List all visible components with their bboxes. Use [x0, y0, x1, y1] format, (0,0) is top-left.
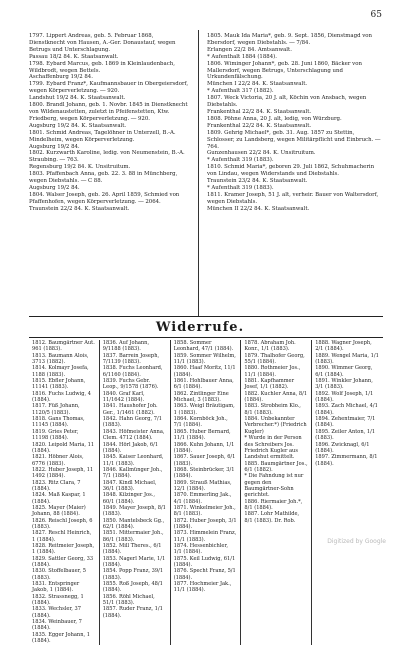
revocation-entry: 1865. Huber Bernard, 11/1 (1884). [173, 428, 231, 442]
revocation-entry: 1882. Kuchler Anna, 8/1 (1884). [244, 390, 308, 404]
notice-entry: 1805. Mauk Ida Maria*, geb. 9. Sept. 1856, Dienstmagd von Ebersdorf, wegen Diebstahls. ― 7/84. [207, 33, 373, 46]
notice-entry: Augsburg 19/2 84. [29, 143, 80, 150]
revocation-entry: 1850. Mantelsbeck Gg., 62/1 (1884). [102, 517, 165, 530]
revocation-entry: 1824. Maß Kaspar, 1 (1884). [32, 492, 86, 505]
revocation-entry: 1818. Gans Thomas, 11145 (1884). [32, 416, 85, 429]
notice-entry: 1808. Pöhne Anna, 20 J. alt, ledig, von Würzburg. [207, 115, 342, 122]
revocation-entry: 1834. Weinbauer, 7 (1884). [32, 619, 82, 632]
revocation-entry: 1837. Barrein Joseph, 7/1139 (1883). [102, 352, 160, 366]
notice-entry: München I 22/2 84. K. Staatsanwalt. [207, 81, 308, 88]
revocation-entry: 1876. Specht Franz, 5/1 (1884). [173, 568, 236, 581]
revocation-entry: 1886. Riermaier Joh.*, 8/1 (1884). [244, 498, 303, 511]
notice-entry: Augsburg 19/2 84. [29, 184, 80, 191]
revocation-entry: 1877. Hochmeier Jak., 11/1 (1884). [173, 581, 232, 594]
notice-entry: Augsburg 19/2 84. K. Staatsanwalt. [29, 122, 127, 129]
notice-entry: Erlangen 22/2 84. Amtsanwalt. [207, 46, 292, 53]
section-rule-top [29, 316, 383, 317]
revocation-entry: 1867. Sauer Joseph, 6/1 (1883). [173, 454, 236, 467]
revocation-entry: 1846. Kallmünger Joh., 7/1 (1884). [102, 466, 163, 480]
page-number: 65 [370, 10, 382, 20]
revocation-entry: 1838. Fuchs Leonhard, 6/1160 (1884). [102, 365, 163, 378]
revocation-entry: 1888. Wagner Joseph, 2/1 (1884). [315, 340, 372, 353]
revocation-entry: 1893. Zach Michael, 4/1 (1884). [315, 403, 378, 416]
revocation-entry: 1878. Abraham Joh. Konr., 1/1 (1883). [244, 340, 296, 353]
notice-entry: 1797. Lippert Andreas, geb. 5. Februar 1868, Dienstknecht von Hausen, A.-Ger. Donaustauf, wegen Betrugs und Unterschlagung. [29, 33, 176, 53]
notice-entry: Frankenthal 22/2 84. K. Staatsanwalt. [207, 122, 312, 129]
notice-entry: 1801. Schmid Andreas, Tagelöhner in Unterzell, B.-A. Mindelheim, wegen Körperverletzung. [29, 129, 176, 143]
revocation-entry: 1870. Emmerling Jak., 4/1 (1884). [173, 492, 232, 505]
revocation-entry: 1869. Strauß Mathias, 12/1 (1884). [173, 479, 232, 492]
revocation-entry: 1828. Reitmeier Joseph, 1 (1884). [32, 543, 95, 556]
revocation-entry: 1871. Winkelmeier Joh., 8/1 (1883). [173, 504, 236, 518]
revocation-column [312, 340, 383, 645]
revocation-entry: 1840. Graf Karl, 11/1642 (1884). [102, 390, 145, 404]
revocation-entry: * Die Fahndung ist nur gegen den Baumgärtner-Sohn gerichtet. [244, 473, 304, 499]
notice-entry: * Aufenthalt 319 (1883). [207, 157, 274, 164]
revocation-entry: 1862. Zintlinger Eine Michael, 3 (1883). [173, 390, 229, 404]
revocation-entry: 1843. Höfmeister Anna, Clem. 4712 (1884). [102, 428, 165, 442]
revocation-entry: 1839. Fuchs Gebr. Leop., 9/1578 (1876). [102, 378, 159, 391]
revocation-entry: 1891. Winkler Johann, 3/1 (1883). [315, 378, 373, 391]
revocation-entry: 1827. Reschl Heinrich, 1 (1884). [32, 530, 92, 543]
notice-entry: München II 22/2 84. K. Staatsanwalt. [207, 205, 310, 212]
revocation-entry: 1892. Wolf Joseph, 1/1 (1884). [315, 390, 374, 404]
revocation-entry: 1842. Hahn Georg, 7/1 (1883). [102, 416, 162, 429]
revocation-entry: 1880. Rothmeier Jos., 11/1 (1884). [244, 365, 301, 378]
notice-entry: 1799. Eybard Franz*, Kaufmannsbauer in Obergeiersdorf, wegen Körperverletzung. ― 920. [29, 81, 189, 95]
revocation-column [241, 340, 312, 645]
revocation-entry: 1854. Popp Franz, 39/1 (1883). [102, 568, 164, 581]
revocation-entry: 1895. Zeiler Anton, 1/1 (1883). [315, 428, 376, 442]
notice-entry: Traunstein 23/2 84. K. Staatsanwalt. [207, 178, 308, 185]
revocation-entry: 1879. Thalhofer Georg, 55/1 (1884). [244, 352, 305, 366]
revocation-column [100, 340, 171, 645]
revocation-entry: 1815. Ebfler Johann, 11141 (1883). [32, 378, 86, 391]
revocation-entry: 1851. Mittermaier Joh., 86/1 (1883). [102, 530, 164, 543]
revocation-entry: 1860. Haaf Moritz, 11/1 (1884). [173, 365, 236, 378]
notice-entry: 1807. Weck Victoria, 20 J. alt, Köchin von Ansbach, wegen Diebstahls. [207, 95, 367, 109]
notice-entry: Landshut 19/2 84. K. Staatsanwalt. [29, 95, 126, 102]
revocation-entry: 1847. Kindl Michael, 36/1 (1883). [102, 479, 157, 492]
revocation-entry: 1887. Lohr Mathilde, 8/1 (1883). Dr. Rob. [244, 511, 300, 524]
revocation-entry: 1826. Reischl Joseph, 6 (1883). [32, 517, 93, 530]
notice-entry: * Aufenthalt 317 (1882). [207, 88, 274, 95]
notice-entry: * Aufenthalt 1884 (1884). [207, 53, 277, 60]
revocation-entry: 1836. Auf Johann, 9/1188 (1883). [102, 340, 150, 353]
notice-entry: 1802. Kurzwarth Karoline, ledig. von Neumenstein, B.-A. Straubing. ― 763. [29, 150, 185, 164]
revocation-entry: 1833. Wechsler, 37 (1884). [32, 606, 82, 619]
revocation-entry: * Wurde in der Person des Schreibers Jos. Friedrich Kugler aus Landshut ermittelt. [244, 435, 302, 461]
revocation-entry: 1845. Kaiser Leonhard, 11/1 (1883). [102, 454, 164, 467]
revocation-entry: 1885. Baumgärtner Jos., 6/1 (1882). [244, 460, 308, 473]
revocation-entry: 1848. Kilzinger Jos., 60/1 (1884). [102, 492, 155, 505]
section-rule-bottom [29, 337, 383, 338]
revocation-entry: 1863. Weigl Bräutigam, 1 (1883). [173, 403, 235, 416]
revocation-entry: 1874. Hessenbichler, 1/1 (1884). [173, 543, 228, 556]
revocation-entry: 1856. Röhl Michael, 51/1 (1883). [102, 593, 155, 607]
notice-entry: Gunzenhausen 22/2 84. K. Unsitruitum. [207, 150, 316, 157]
revocation-entry: 1829. Sattler Georg, 33 (1884). [32, 555, 94, 569]
revocation-entry: 1835. Egger Johann, 1 (1884). [32, 631, 90, 645]
revocation-entry: 1864. Kornböck Joh., 7/1 (1884). [173, 416, 228, 429]
notice-entry: 1798. Eybard Marcus, geb. 1869 in Kleinlaudenbach, Wildbrodt, wegen Bettels. [29, 60, 175, 74]
revocation-entry: 1844. Hörl Jakob, 6/1 (1884). [102, 441, 159, 454]
revocation-entry: 1884. Unbekannter Verbrecher.*) (Friedrich Kugler) [244, 416, 307, 435]
revocation-entry: 1849. Mayer Joseph, 8/1 (1883). [102, 504, 166, 518]
revocation-entry: 1825. Mayer (Maier) Johann, 88 (1884). [32, 504, 86, 518]
revocation-entry: 1872. Huber Joseph, 3/1 (1884). [173, 517, 237, 530]
revocation-entry: 1859. Sommer Wilhelm, 11/1 (1883). [173, 352, 236, 366]
notice-entry: Passau 18/2 84. K. Staatsanwalt. [29, 53, 119, 60]
notice-entry: 1811. Kramer Joseph, 51 J. alt, verheir. Bauer von Waltersdorf, wegen Diebstahls. [207, 191, 379, 205]
revocation-entry: 1875. Keil Ludwig, 61/1 (1884). [173, 555, 236, 569]
revocation-entry: 1821. Höbner Alois, 6776 (1883). [32, 454, 84, 467]
revocation-entry: 1896. Zwicknagl, 6/1 (1884). [315, 441, 370, 454]
revocation-column [29, 340, 100, 645]
revocation-entry: 1861. Hohlbauer Anna, 6/1 (1884). [173, 378, 234, 391]
column-divider [198, 30, 199, 316]
revocation-entry: 1852. Mill Theres., 6/1 (1884). [102, 543, 162, 556]
revocation-entry: 1831. Entspringer Jakob, 1 (1884). [32, 581, 80, 594]
revocation-entry: 1820. Leipold Maria, 11 (1884). [32, 441, 95, 454]
notice-entry: 1800. Brandl Johann, geb. 1. Novbr. 1845 in Dienstknecht von Wildenaustetten, zuletzt in Pfeifenstetten, Ktw. Friedberg, wegen Körperverletzung. ― 920. [29, 102, 188, 122]
watermark: Digitized by Google [327, 538, 386, 545]
revocation-entry: 1890. Wimmer Georg, 6/1 (1884). [315, 365, 373, 378]
revocation-entry: 1889. Wengel Maria, 1/1 (1883). [315, 352, 379, 366]
revocation-entry: 1858. Sommer Leonhard, 47/1 (1884). [173, 340, 234, 353]
revocation-entry: 1881. Kapfhammer Josef, 1/1 (1882). [244, 378, 295, 391]
notice-entry: * Aufenthalt 319 (1883). [207, 184, 274, 191]
revocation-column [171, 340, 242, 645]
notice-entry: 1810. Schmid Maria*, geboren 29. Juli 1862, Schuhmacherin von Lindau, wegen Widerstands und Diebstahls. [207, 164, 375, 178]
revocation-entry: 1823. Ritz Clara, 7 (1884). [32, 479, 81, 492]
revocation-entry: 1883. Strobheim Klo., 8/1 (1883). [244, 403, 301, 416]
revocation-entry: 1897. Zimmermann, 8/1 (1884). [315, 454, 378, 467]
revocation-entry: 1816. Fuchs Ludwig, 4 (1884). [32, 390, 92, 404]
revocation-entry: 1830. Stoffelbauer, 5 (1883). [32, 568, 87, 581]
revocation-entry: 1855. Roß Joseph, 48/1 (1884). [102, 581, 163, 594]
section-title: Widerrufe. [155, 320, 245, 335]
revocation-entry: 1873. Himmelein Franz, 11/1 (1883). [173, 530, 237, 543]
top-left-column [29, 33, 189, 213]
notice-entry: Traunstein 22/2 84. K. Staatsanwalt. [29, 205, 130, 212]
revocation-entry: 1853. Nagerl Marie, 1/1 (1884). [102, 555, 166, 569]
revocation-entry: 1814. Kolmayr Josefa, 1188 (1883). [32, 365, 89, 378]
notice-entry: Aschaffenburg 19/2 84. [29, 74, 93, 81]
revocation-entry: 1832. Strassnegg, 1 (1884). [32, 593, 84, 607]
revocation-entry: 1817. Füß Johann, 1120/5 (1883). [32, 403, 80, 416]
notice-entry: 1809. Gehrig Michael*, geb. 31. Aug. 1857 zu Stettin, Schlosser, zu Landsberg, wegen Militärpflicht und Einbruch. ― 764. [207, 129, 381, 150]
notice-entry: 1806. Wiminger Johann*, geb. 28. Juni 1860, Bäcker von Mallersdorf, wegen Betrugs, Unterschlagung und Urkundenfälschung. [207, 60, 362, 81]
revocation-entry: 1857. Ruder Franz, 1/1 (1884). [102, 606, 163, 619]
revocation-entry: 1822. Huber Joseph, 11 1492 (1884). [32, 466, 94, 480]
revocation-entry: 1813. Baumann Alois, 3713 (1882). [32, 352, 89, 366]
notice-entry: 1804. Walser Joseph, geb. 26. April 1859, Schmied von Pfaffenhofen, wegen Körperverletzung. ― 2064. [29, 191, 180, 205]
notice-entry: Regensburg 19/2 84. K. Unsitruitum. [29, 164, 131, 171]
notice-entry: 1803. Pfaffenbach Anna, geb. 22. 3. 88 in Münchberg, wegen Diebstahls. ― C 88. [29, 171, 178, 185]
revocation-entry: 1812. Baumgärtner Aut. 961 (1883). [32, 340, 95, 353]
revocation-entry: 1819. Gries Peter, 11198 (1884). [32, 428, 79, 442]
notice-entry: Frankenthal 22/2 84. K. Staatsanwalt. [207, 108, 312, 115]
revocation-entry: 1866. Kuhn Johann, 1/1 (1884). [173, 441, 235, 454]
top-right-column [207, 33, 383, 213]
revocation-entry: 1894. Zehentmaier, 7/1 (1884). [315, 416, 376, 429]
revocation-entry: 1868. Steinbrücker, 3/1 (1884). [173, 466, 235, 480]
revocation-entry: 1841. Haushofer Joh. Ger., 1/1461 (1882). [102, 403, 158, 416]
